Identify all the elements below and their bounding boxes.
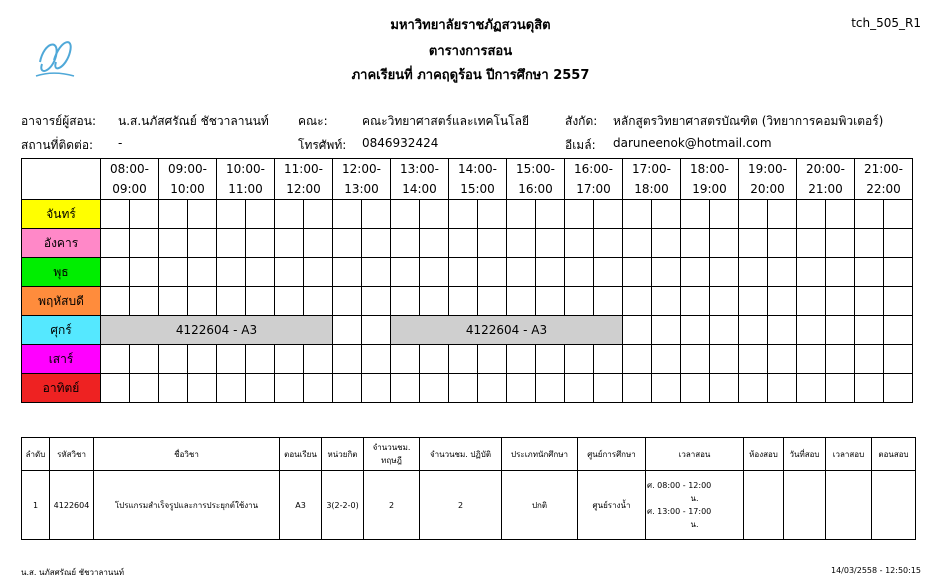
- col-header: จำนวนชม. ปฏิบัติ: [420, 438, 502, 471]
- schedule-cell: [797, 287, 826, 316]
- course-teaching-time: [646, 471, 744, 540]
- schedule-cell: [768, 287, 797, 316]
- col-header: ลำดับ: [22, 438, 50, 471]
- hour-start: 10:00-: [217, 159, 275, 180]
- time-line: น.: [690, 520, 699, 529]
- schedule-cell: [565, 374, 594, 403]
- col-header: เวลาสอน: [646, 438, 744, 471]
- schedule-cell: [362, 316, 391, 345]
- course-code: 4122604: [50, 471, 94, 540]
- schedule-cell: [594, 258, 623, 287]
- weekly-schedule-table: [21, 158, 913, 403]
- schedule-cell: [275, 374, 304, 403]
- col-header: จำนวนชม. ทฤษฎี: [364, 438, 420, 471]
- hour-start: 20:00-: [797, 159, 855, 180]
- schedule-cell: [739, 229, 768, 258]
- schedule-cell: [768, 200, 797, 229]
- schedule-cell: [565, 200, 594, 229]
- schedule-cell: [826, 374, 855, 403]
- schedule-cell: [536, 200, 565, 229]
- schedule-cell: [275, 229, 304, 258]
- schedule-cell: [652, 258, 681, 287]
- schedule-cell: [246, 258, 275, 287]
- schedule-cell: [710, 229, 739, 258]
- schedule-cell: [478, 200, 507, 229]
- day-row: [22, 287, 913, 316]
- schedule-cell: [362, 374, 391, 403]
- day-row: [22, 374, 913, 403]
- day-label: จันทร์: [22, 200, 101, 229]
- schedule-cell: [478, 374, 507, 403]
- schedule-cell: [507, 287, 536, 316]
- schedule-cell: [681, 287, 710, 316]
- schedule-cell: [681, 316, 710, 345]
- course-exam-section: [872, 471, 916, 540]
- hour-end: 14:00: [391, 179, 449, 200]
- schedule-cell: [623, 258, 652, 287]
- schedule-cell: [130, 258, 159, 287]
- schedule-cell: [391, 200, 420, 229]
- col-header: ศูนย์การศึกษา: [578, 438, 646, 471]
- schedule-cell: [304, 345, 333, 374]
- schedule-cell: [536, 258, 565, 287]
- schedule-cell: [333, 287, 362, 316]
- schedule-cell: [333, 345, 362, 374]
- schedule-cell: [826, 345, 855, 374]
- hour-start: 17:00-: [623, 159, 681, 180]
- day-row: [22, 316, 913, 345]
- schedule-cell: [623, 374, 652, 403]
- schedule-cell: [304, 258, 333, 287]
- col-header: รหัสวิชา: [50, 438, 94, 471]
- schedule-cell: [188, 229, 217, 258]
- schedule-cell: [217, 374, 246, 403]
- affiliation-value: หลักสูตรวิทยาศาสตรบัณฑิต (วิทยาการคอมพิวเตอร์): [613, 114, 884, 128]
- schedule-cell: [710, 258, 739, 287]
- schedule-cell: [826, 287, 855, 316]
- course-credits: 3(2-2-0): [322, 471, 364, 540]
- schedule-cell: [217, 345, 246, 374]
- schedule-cell: [681, 200, 710, 229]
- schedule-cell: [449, 287, 478, 316]
- schedule-cell: [333, 258, 362, 287]
- schedule-cell: [565, 287, 594, 316]
- schedule-cell: [681, 258, 710, 287]
- schedule-cell: [739, 374, 768, 403]
- schedule-cell: [159, 258, 188, 287]
- schedule-cell: [739, 316, 768, 345]
- phone-value: 0846932424: [362, 136, 439, 150]
- schedule-cell: [449, 345, 478, 374]
- schedule-cell: [826, 316, 855, 345]
- schedule-cell: [652, 200, 681, 229]
- schedule-cell: [188, 345, 217, 374]
- schedule-cell: [101, 287, 130, 316]
- schedule-cell: [739, 200, 768, 229]
- schedule-cell: [362, 200, 391, 229]
- schedule-cell: [507, 229, 536, 258]
- class-slot[interactable]: 4122604 - A3: [391, 316, 623, 345]
- schedule-cell: [884, 258, 913, 287]
- hour-start: 19:00-: [739, 159, 797, 180]
- schedule-cell: [159, 287, 188, 316]
- schedule-cell: [333, 316, 362, 345]
- schedule-cell: [855, 200, 884, 229]
- hour-start: 11:00-: [275, 159, 333, 180]
- hour-end: 13:00: [333, 179, 391, 200]
- schedule-cell: [420, 229, 449, 258]
- schedule-cell: [536, 229, 565, 258]
- schedule-cell: [884, 316, 913, 345]
- schedule-cell: [855, 287, 884, 316]
- course-center: ศูนย์รางน้ำ: [578, 471, 646, 540]
- schedule-cell: [710, 287, 739, 316]
- course-student-type: ปกติ: [502, 471, 578, 540]
- course-table: [21, 437, 916, 540]
- schedule-cell: [391, 258, 420, 287]
- teacher-label: อาจารย์ผู้สอน:: [21, 114, 96, 128]
- hour-start: 21:00-: [855, 159, 913, 180]
- col-header: หน่วยกิต: [322, 438, 364, 471]
- schedule-cell: [797, 258, 826, 287]
- schedule-cell: [710, 374, 739, 403]
- schedule-cell: [130, 200, 159, 229]
- schedule-cell: [652, 345, 681, 374]
- schedule-cell: [391, 374, 420, 403]
- schedule-cell: [246, 200, 275, 229]
- schedule-cell: [217, 229, 246, 258]
- day-label: เสาร์: [22, 345, 101, 374]
- schedule-cell: [536, 345, 565, 374]
- time-line: ศ. 08:00 - 12:00: [647, 481, 712, 490]
- contact-value: -: [118, 136, 123, 150]
- footer-name: น.ส. นภัสศรัณย์ ชัชวาลานนท์: [21, 568, 125, 577]
- schedule-cell: [449, 258, 478, 287]
- day-row: [22, 200, 913, 229]
- day-row: [22, 258, 913, 287]
- table-row: [22, 471, 916, 540]
- schedule-cell: [449, 229, 478, 258]
- schedule-cell: [188, 200, 217, 229]
- schedule-cell: [652, 287, 681, 316]
- schedule-cell: [362, 229, 391, 258]
- schedule-cell: [101, 345, 130, 374]
- schedule-cell: [507, 374, 536, 403]
- schedule-cell: [333, 374, 362, 403]
- schedule-cell: [304, 229, 333, 258]
- schedule-cell: [710, 200, 739, 229]
- schedule-cell: [826, 258, 855, 287]
- schedule-cell: [681, 374, 710, 403]
- hour-end: 19:00: [681, 179, 739, 200]
- schedule-cell: [594, 374, 623, 403]
- contact-label: สถานที่ติดต่อ:: [21, 138, 94, 152]
- university-name: มหาวิทยาลัยราชภัฏสวนดุสิต: [390, 18, 551, 33]
- schedule-cell: [623, 345, 652, 374]
- schedule-cell: [275, 258, 304, 287]
- email-value: daruneenok@hotmail.com: [613, 136, 772, 150]
- schedule-cell: [768, 374, 797, 403]
- schedule-cell: [565, 345, 594, 374]
- day-label: อาทิตย์: [22, 374, 101, 403]
- hour-end: 18:00: [623, 179, 681, 200]
- time-line: ศ. 13:00 - 17:00: [647, 507, 712, 516]
- hour-start: 14:00-: [449, 159, 507, 180]
- schedule-cell: [797, 374, 826, 403]
- hour-end: 09:00: [101, 179, 159, 200]
- class-slot[interactable]: 4122604 - A3: [101, 316, 333, 345]
- schedule-cell: [797, 316, 826, 345]
- schedule-cell: [507, 200, 536, 229]
- schedule-cell: [391, 345, 420, 374]
- schedule-cell: [159, 374, 188, 403]
- time-line: น.: [690, 494, 699, 503]
- schedule-cell: [681, 229, 710, 258]
- schedule-cell: [797, 229, 826, 258]
- hour-end: 12:00: [275, 179, 333, 200]
- schedule-cell: [797, 345, 826, 374]
- hour-end: 22:00: [855, 179, 913, 200]
- schedule-cell: [420, 345, 449, 374]
- schedule-cell: [159, 229, 188, 258]
- course-theory-hours: 2: [364, 471, 420, 540]
- schedule-cell: [391, 229, 420, 258]
- schedule-cell: [130, 287, 159, 316]
- hour-end: 21:00: [797, 179, 855, 200]
- col-header: เวลาสอบ: [826, 438, 872, 471]
- hour-end: 15:00: [449, 179, 507, 200]
- course-table-header: [22, 438, 916, 471]
- footer-timestamp: 14/03/2558 - 12:50:15: [830, 566, 921, 575]
- schedule-cell: [159, 345, 188, 374]
- schedule-cell: [246, 229, 275, 258]
- schedule-cell: [855, 258, 884, 287]
- schedule-cell: [246, 374, 275, 403]
- schedule-cell: [768, 229, 797, 258]
- col-header: ประเภทนักศึกษา: [502, 438, 578, 471]
- corner-cell: [22, 159, 101, 200]
- schedule-cell: [507, 258, 536, 287]
- schedule-cell: [652, 316, 681, 345]
- schedule-cell: [855, 229, 884, 258]
- col-header: ตอนเรียน: [280, 438, 322, 471]
- col-header: ตอนสอบ: [872, 438, 916, 471]
- schedule-cell: [739, 287, 768, 316]
- schedule-cell: [246, 345, 275, 374]
- schedule-cell: [275, 287, 304, 316]
- course-exam-room: [744, 471, 784, 540]
- schedule-cell: [217, 200, 246, 229]
- day-label: อังคาร: [22, 229, 101, 258]
- course-practice-hours: 2: [420, 471, 502, 540]
- day-row: [22, 229, 913, 258]
- teacher-value: น.ส.นภัสศรัณย์ ชัชวาลานนท์: [118, 114, 269, 128]
- schedule-cell: [101, 200, 130, 229]
- schedule-cell: [420, 374, 449, 403]
- course-exam-time: [826, 471, 872, 540]
- schedule-cell: [855, 374, 884, 403]
- schedule-cell: [826, 229, 855, 258]
- schedule-cell: [217, 287, 246, 316]
- day-label: พุธ: [22, 258, 101, 287]
- schedule-cell: [275, 345, 304, 374]
- schedule-cell: [884, 345, 913, 374]
- schedule-cell: [420, 258, 449, 287]
- schedule-cell: [101, 374, 130, 403]
- schedule-cell: [304, 287, 333, 316]
- hour-end: 11:00: [217, 179, 275, 200]
- schedule-cell: [855, 316, 884, 345]
- schedule-cell: [855, 345, 884, 374]
- schedule-cell: [623, 287, 652, 316]
- schedule-cell: [565, 258, 594, 287]
- schedule-cell: [884, 374, 913, 403]
- schedule-cell: [623, 229, 652, 258]
- day-label: ศุกร์: [22, 316, 101, 345]
- semester-title: ภาคเรียนที่ ภาคฤดูร้อน ปีการศึกษา 2557: [351, 68, 590, 83]
- schedule-cell: [333, 229, 362, 258]
- faculty-value: คณะวิทยาศาสตร์และเทคโนโลยี: [362, 114, 529, 128]
- schedule-cell: [594, 200, 623, 229]
- schedule-cell: [739, 345, 768, 374]
- schedule-cell: [768, 345, 797, 374]
- schedule-cell: [768, 316, 797, 345]
- schedule-cell: [507, 345, 536, 374]
- schedule-cell: [362, 287, 391, 316]
- schedule-cell: [449, 374, 478, 403]
- hour-start: 09:00-: [159, 159, 217, 180]
- schedule-cell: [594, 287, 623, 316]
- schedule-cell: [130, 345, 159, 374]
- course-exam-date: [784, 471, 826, 540]
- hour-end: 17:00: [565, 179, 623, 200]
- schedule-cell: [478, 258, 507, 287]
- schedule-cell: [739, 258, 768, 287]
- hour-end: 16:00: [507, 179, 565, 200]
- hour-start: 08:00-: [101, 159, 159, 180]
- schedule-cell: [884, 287, 913, 316]
- schedule-cell: [652, 374, 681, 403]
- report-code: tch_505_R1: [851, 16, 921, 30]
- schedule-cell: [884, 200, 913, 229]
- schedule-cell: [420, 200, 449, 229]
- schedule-cell: [536, 374, 565, 403]
- schedule-cell: [130, 374, 159, 403]
- document-title: ตารางการสอน: [428, 44, 513, 59]
- course-name: โปรแกรมสำเร็จรูปและการประยุกต์ใช้งาน: [94, 471, 280, 540]
- schedule-cell: [362, 258, 391, 287]
- schedule-cell: [565, 229, 594, 258]
- hour-start: 13:00-: [391, 159, 449, 180]
- email-label: อีเมล์:: [565, 138, 596, 152]
- col-header: ห้องสอบ: [744, 438, 784, 471]
- schedule-cell: [768, 258, 797, 287]
- col-header: วันที่สอบ: [784, 438, 826, 471]
- schedule-cell: [449, 200, 478, 229]
- hour-end: 20:00: [739, 179, 797, 200]
- schedule-cell: [826, 200, 855, 229]
- schedule-cell: [884, 229, 913, 258]
- schedule-cell: [594, 345, 623, 374]
- schedule-cell: [478, 345, 507, 374]
- schedule-cell: [652, 229, 681, 258]
- schedule-cell: [362, 345, 391, 374]
- schedule-cell: [681, 345, 710, 374]
- course-no: 1: [22, 471, 50, 540]
- schedule-cell: [478, 229, 507, 258]
- hour-end: 10:00: [159, 179, 217, 200]
- schedule-cell: [304, 200, 333, 229]
- hour-start: 12:00-: [333, 159, 391, 180]
- course-section: A3: [280, 471, 322, 540]
- hour-start: 18:00-: [681, 159, 739, 180]
- schedule-cell: [594, 229, 623, 258]
- schedule-cell: [188, 374, 217, 403]
- schedule-cell: [101, 229, 130, 258]
- schedule-cell: [246, 287, 275, 316]
- faculty-label: คณะ:: [298, 114, 328, 128]
- phone-label: โทรศัพท์:: [298, 138, 347, 152]
- hour-start: 16:00-: [565, 159, 623, 180]
- schedule-cell: [217, 258, 246, 287]
- schedule-cell: [159, 200, 188, 229]
- schedule-cell: [188, 287, 217, 316]
- schedule-cell: [797, 200, 826, 229]
- schedule-cell: [420, 287, 449, 316]
- schedule-cell: [130, 229, 159, 258]
- affiliation-label: สังกัด:: [565, 114, 598, 128]
- schedule-cell: [478, 287, 507, 316]
- col-header: ชื่อวิชา: [94, 438, 280, 471]
- schedule-cell: [304, 374, 333, 403]
- schedule-cell: [536, 287, 565, 316]
- schedule-cell: [623, 316, 652, 345]
- day-row: [22, 345, 913, 374]
- schedule-cell: [710, 345, 739, 374]
- schedule-cell: [188, 258, 217, 287]
- schedule-cell: [333, 200, 362, 229]
- hour-start: 15:00-: [507, 159, 565, 180]
- schedule-cell: [623, 200, 652, 229]
- day-label: พฤหัสบดี: [22, 287, 101, 316]
- schedule-cell: [391, 287, 420, 316]
- schedule-cell: [710, 316, 739, 345]
- schedule-cell: [275, 200, 304, 229]
- schedule-cell: [101, 258, 130, 287]
